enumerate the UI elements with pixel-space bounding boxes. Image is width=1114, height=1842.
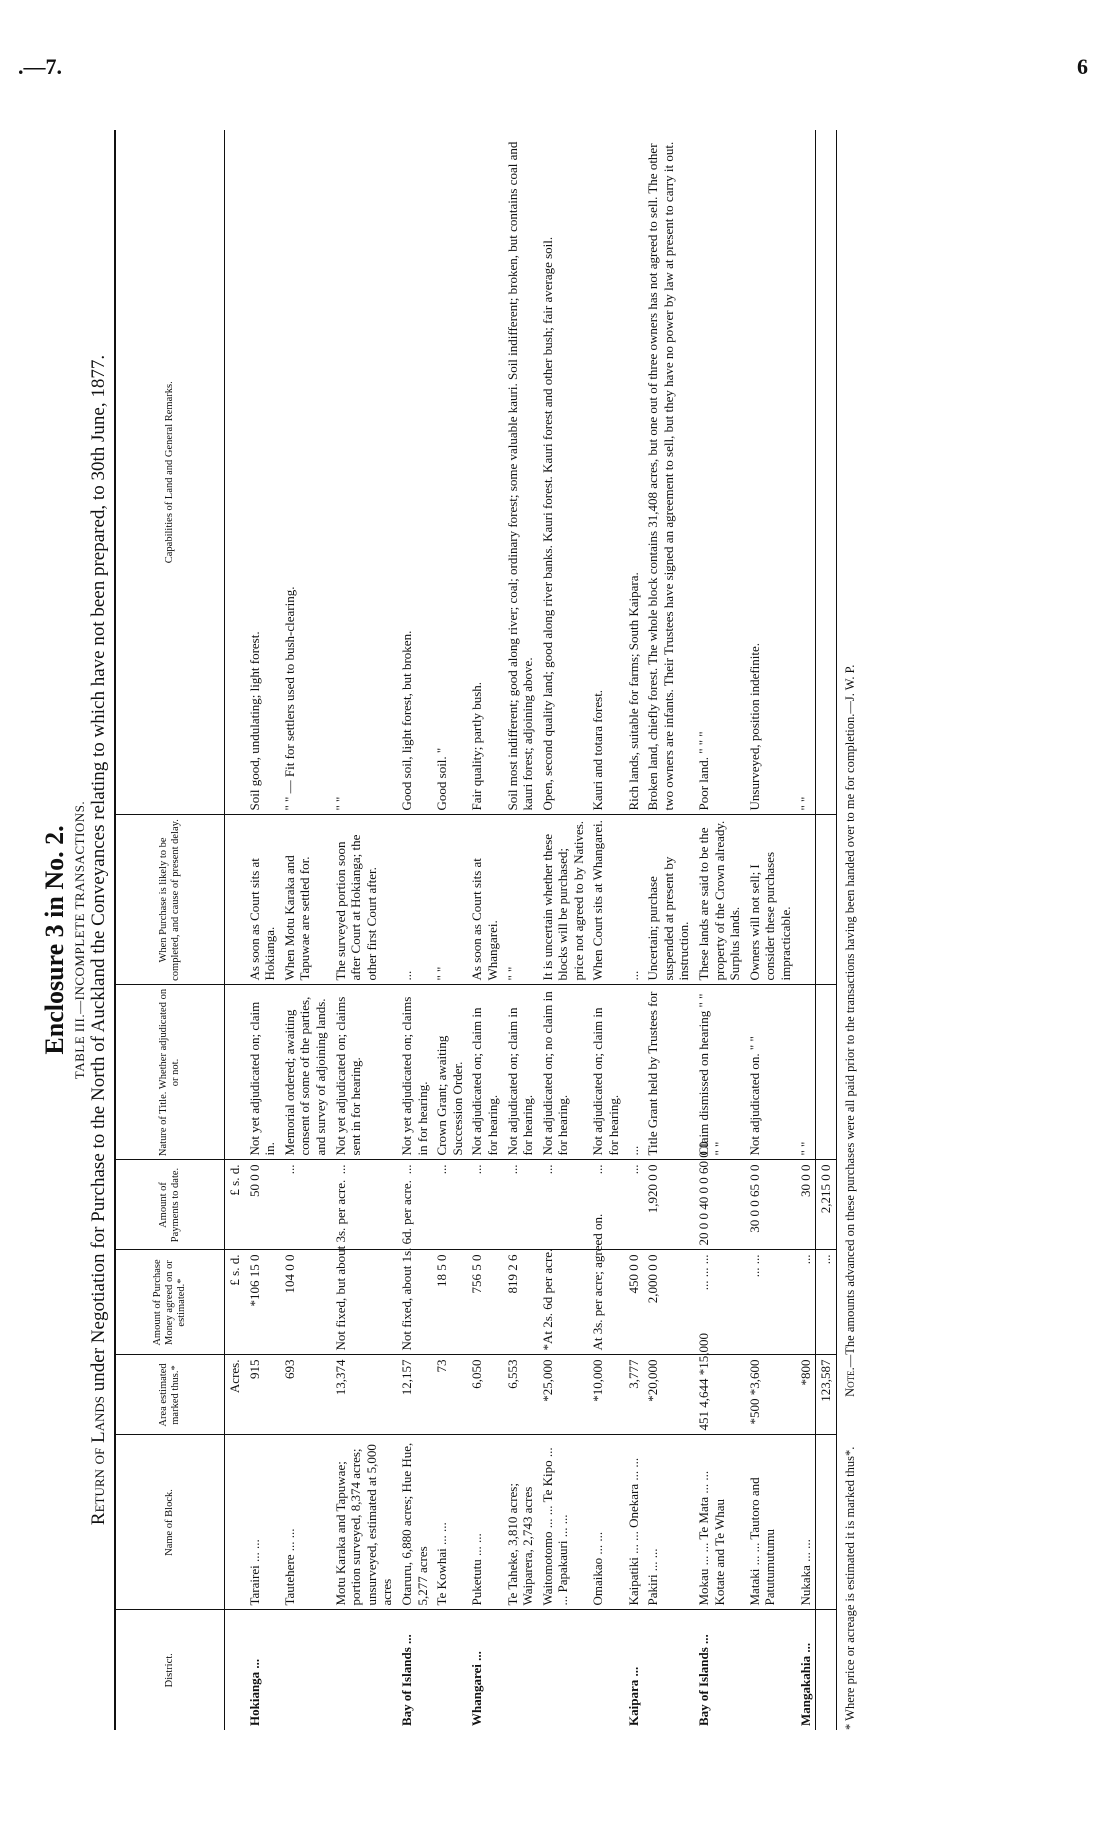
cell-area: 451 4,644 *15,000 [694,1355,745,1435]
cell-remarks: Fair quality; partly bush. [467,130,502,815]
cell-block: Mokau ... ... Te Mata ... ... Kotate and Te Whau [694,1435,745,1610]
cell-title: " " [796,985,816,1160]
cell-paid: 50 0 0 [245,1160,280,1250]
enclosure-heading: Enclosure 3 in No. 2. [40,825,69,1055]
cell-when: " " [503,815,538,985]
table-row [624,130,644,1730]
cell-money: Not fixed, about 1s. 6d. per acre. [397,1250,432,1355]
cell-when: Uncertain; purchase suspended at present by instruction. [643,815,694,985]
cell-paid: ... [432,1160,467,1250]
totals-row [816,130,837,1730]
transactions-table [114,130,837,1730]
cell-when: When Court sits at Whangarei. [588,815,623,985]
col-remarks: Capabilities of Land and General Remarks. [115,130,225,815]
cell-area: 6,553 [503,1355,538,1435]
table-row [467,130,502,1730]
cell-title: Not adjudicated on. " " [745,985,796,1160]
cell-when: As soon as Court sits at Hokianga. [245,815,280,985]
cell-area: 73 [432,1355,467,1435]
cell-district [503,1610,538,1730]
col-block: Name of Block. [115,1435,225,1610]
cell-district: Kaipara ... [625,1666,641,1726]
cell-when: It is uncertain whether these blocks will be purchased; price not agreed to by Natives. [538,815,589,985]
notes [843,130,858,1730]
cell-remarks: Open, second quality land; good along river banks. Kauri forest. Kauri forest and other bush; fair average soil. [538,130,589,815]
cell-title: ... [624,985,644,1160]
cell-paid: ... [331,1160,397,1250]
cell-money: 450 0 0 [624,1250,644,1355]
table-row [694,130,745,1730]
footnote: * Where price or acreage is estimated it is marked thus*. [842,1446,857,1730]
table-row [432,130,467,1730]
cell-remarks: " " — Fit for settlers used to bush-clearing. [280,130,331,815]
total-cell-2: 123,587 [816,1355,837,1435]
cell-title: Not adjudicated on; claim in for hearing. [467,985,502,1160]
return-title [88,90,114,1790]
cell-district [538,1610,589,1730]
cell-block: Waitomotomo ... ... Te Kipo ... ... Papakauri ... ... [538,1435,589,1610]
table-subheading: TABLE III.—INCOMPLETE TRANSACTIONS. [72,800,87,1080]
col-money: Amount of Purchase Money agreed on or estimated.* [115,1250,225,1355]
cell-when: " " [432,815,467,985]
cell-when: When Motu Karaka and Tapuwae are settled for. [280,815,331,985]
cell-title: Not adjudicated on; no claim in for hearing. [538,985,589,1160]
cell-area: *800 [796,1355,816,1435]
cell-remarks: Kauri and totara forest. [588,130,623,815]
cell-paid: ... [538,1160,589,1250]
cell-block: Tarairei ... ... [245,1435,280,1610]
cell-remarks: Rich lands, suitable for farms; South Kaipara. [624,130,644,815]
total-cell-4: 2,215 0 0 [816,1160,837,1250]
cell-money: 104 0 0 [280,1250,331,1355]
cell-remarks: " " [796,130,816,815]
cell-when: ... [397,815,432,985]
cell-block: Tautehere ... ... [280,1435,331,1610]
cell-block: Omaikao ... ... [588,1435,623,1610]
total-cell-5 [816,985,837,1160]
table-row [280,130,331,1730]
col-paid: Amount of Payments to date. [115,1160,225,1250]
cell-area: 915 [245,1355,280,1435]
col-when: When Purchase is likely to be completed, and cause of present delay. [115,815,225,985]
page-number: 6 [1077,54,1088,79]
area-unit: Acres. [225,1355,245,1435]
cell-block: Kaipatiki ... ... Onekara ... ... [624,1435,644,1610]
cell-block: Motu Karaka and Tapuwae; portion surveyed, 8,374 acres; unsurveyed, estimated at 5,000 acres [331,1435,397,1610]
cell-remarks: Unsurveyed, position indefinite. [745,130,796,815]
cell-district: Hokianga ... [246,1658,262,1726]
cell-money: Not fixed, but about 3s. per acre. [331,1250,397,1355]
note-label: Note. [842,1367,857,1397]
table-row [245,130,280,1730]
cell-area: *500 *3,600 [745,1355,796,1435]
cell-area: *20,000 [643,1355,694,1435]
page-section-marker: .—7. [18,54,62,79]
cell-when [796,815,816,985]
cell-block: Te Taheke, 3,810 acres; Waiparera, 2,743 acres [503,1435,538,1610]
cell-remarks: Good soil, light forest, but broken. [397,130,432,815]
cell-block: Puketutu ... ... [467,1435,502,1610]
cell-block: Otaruru, 6,880 acres; Hue Hue, 5,277 acres [397,1435,432,1610]
cell-remarks: Good soil. " [432,130,467,815]
cell-area: 13,374 [331,1355,397,1435]
cell-paid: ... [588,1160,623,1250]
cell-title: Not yet adjudicated on; claims in for hearing. [397,985,432,1160]
cell-money: At 3s. per acre; agreed on. [588,1250,623,1355]
cell-money: 819 2 6 [503,1250,538,1355]
cell-remarks: Soil good, undulating; light forest. [245,130,280,815]
cell-money: ... ... [745,1250,796,1355]
cell-money: *At 2s. 6d per acre. [538,1250,589,1355]
cell-area: 12,157 [397,1355,432,1435]
cell-remarks: Soil most indifferent; good along river; coal; ordinary forest; some valuable kauri. Soil indifferent; broken, but contains coal and kauri forest; adjoining above. [503,130,538,815]
cell-when: These lands are said to be the property of the Crown already. Surplus lands. [694,815,745,985]
cell-block: Mataki ... ... Tautoro and Patutumutumu [745,1435,796,1610]
money-unit: £ s. d. [225,1250,245,1355]
table-row [588,130,623,1730]
cell-block: Te Kowhai ... ... [432,1435,467,1610]
cell-title: Title Grant held by Trustees for [643,985,694,1160]
cell-paid: 30 0 0 65 0 0 [745,1160,796,1250]
cell-block: Nukaka ... ... [796,1435,816,1610]
cell-title: Claim dismissed on hearing " " " " [694,985,745,1160]
cell-paid: ... [624,1160,644,1250]
cell-when: Owners will not sell; I consider these purchases impracticable. [745,815,796,985]
cell-title: Not adjudicated on; claim in for hearing. [503,985,538,1160]
cell-paid: ... [397,1160,432,1250]
col-title: Nature of Title. Whether adjudicated on or not. [115,985,225,1160]
col-district: District. [115,1610,225,1730]
cell-title: Not adjudicated on; claim in for hearing. [588,985,623,1160]
cell-money: 2,000 0 0 [643,1250,694,1355]
table-row [538,130,589,1730]
cell-area: *10,000 [588,1355,623,1435]
total-cell-1 [816,1435,837,1610]
cell-district [643,1610,694,1730]
cell-title: Not yet adjudicated on; claim in. [245,985,280,1160]
title-rest: under Negotiation for Purchase to the North of Auckland the Conveyances relating to which have not been prepared, to 30th June, 1877. [88,354,109,1396]
cell-money: *106 15 0 [245,1250,280,1355]
table-row [745,130,796,1730]
table-row [643,130,694,1730]
cell-when: ... [624,815,644,985]
total-cell-0 [816,1610,837,1730]
cell-district [588,1610,623,1730]
total-cell-3: ... [816,1250,837,1355]
cell-money: 756 5 0 [467,1250,502,1355]
title-prefix: Return of Lands [88,1395,109,1526]
cell-district: Mangakahia ... [797,1642,813,1726]
table-row [331,130,397,1730]
rotated-page-content [40,90,1080,1790]
total-cell-6 [816,815,837,985]
cell-remarks: Poor land. " " " [694,130,745,815]
total-cell-7 [816,130,837,815]
cell-district: Bay of Islands ... [398,1634,414,1726]
cell-paid: ... [503,1160,538,1250]
cell-title: Crown Grant; awaiting Succession Order. [432,985,467,1160]
cell-district: Bay of Islands ... [696,1634,712,1726]
cell-area: 693 [280,1355,331,1435]
table-row [503,130,538,1730]
cell-paid: 30 0 0 [796,1160,816,1250]
note-text: —The amounts advanced on these purchases were all paid prior to the transactions having been handed over to me for completion.—J. W. P. [842,664,857,1368]
col-area: Area estimated marked thus.* [115,1355,225,1435]
cell-district: Whangarei ... [469,1651,485,1726]
header-row [115,130,225,1730]
cell-when: The surveyed portion soon after Court at Hokianga; the other first Court after. [331,815,397,985]
units-row [225,130,245,1730]
cell-paid: 20 0 0 40 0 0 60 0 0 [694,1160,745,1250]
cell-district [745,1610,796,1730]
cell-money: 18 5 0 [432,1250,467,1355]
cell-title: Not yet adjudicated on; claims sent in for hearing. [331,985,397,1160]
cell-title: Memorial ordered; awaiting consent of some of the parties, and survey of adjoining lands. [280,985,331,1160]
cell-block: Pakiri ... ... [643,1435,694,1610]
cell-when: As soon as Court sits at Whangarei. [467,815,502,985]
cell-paid: 1,920 0 0 [643,1160,694,1250]
cell-money: ... ... ... [694,1250,745,1355]
cell-area: 6,050 [467,1355,502,1435]
cell-district [331,1610,397,1730]
cell-paid: ... [280,1160,331,1250]
cell-district [432,1610,467,1730]
cell-district [280,1610,331,1730]
paid-unit: £ s. d. [225,1160,245,1250]
cell-paid: ... [467,1160,502,1250]
table-row [397,130,432,1730]
cell-money: ... [796,1250,816,1355]
table-row [796,130,816,1730]
cell-remarks: " " [331,130,397,815]
cell-remarks: Broken land, chiefly forest. The whole block contains 31,408 acres, but one out of three owners has not agreed to sell. The other two owners are infants. Their Trustees have signed an agreement to sell, but they have no power by law at present to carry it out. [643,130,694,815]
cell-area: 3,777 [624,1355,644,1435]
cell-area: *25,000 [538,1355,589,1435]
